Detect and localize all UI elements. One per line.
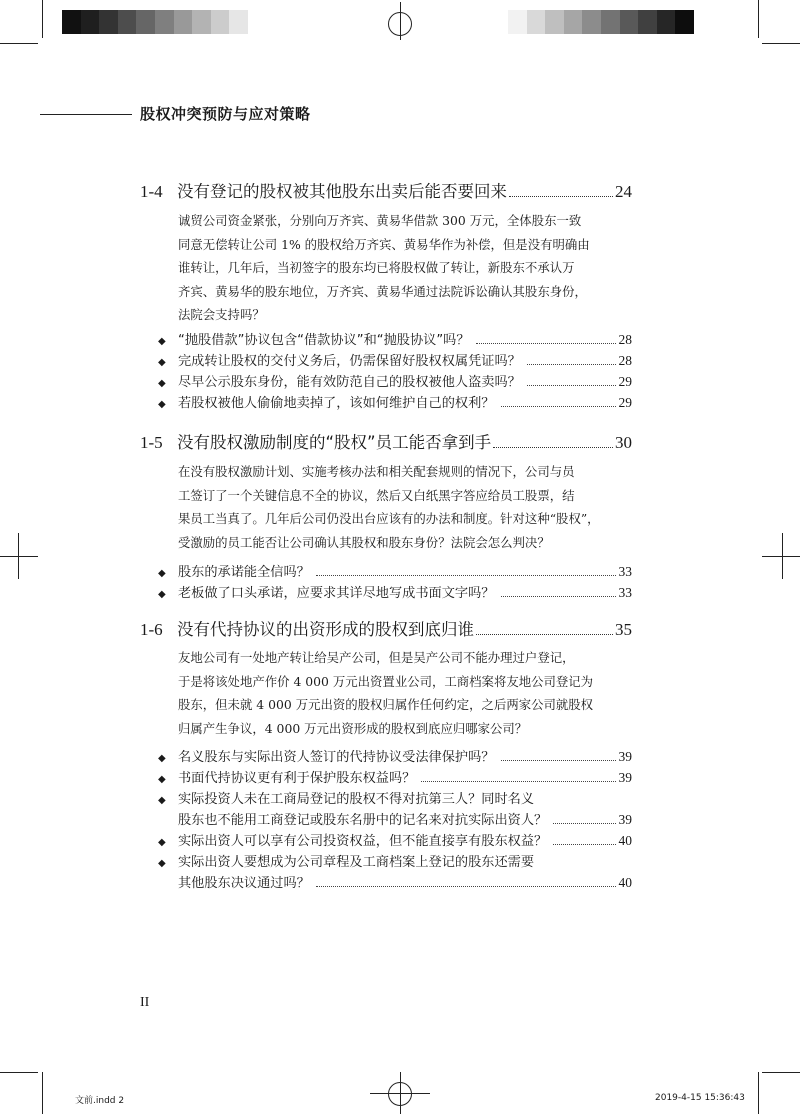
color-bar-left-swatch: [81, 10, 100, 34]
section-number: 1-6: [140, 620, 163, 639]
timestamp-slug: 2019-4-15 15:36:43: [655, 1093, 745, 1103]
color-bar-right-swatch: [564, 10, 583, 34]
question-page: 28: [618, 353, 632, 368]
running-head: 股权冲突预防与应对策略: [140, 105, 311, 123]
running-head-rule: [40, 114, 132, 115]
case-summary-1-4: [178, 209, 632, 327]
question-text: 实际出资人可以享有公司投资权益，但不能直接享有股东权益？: [178, 834, 548, 849]
section-title: 没有登记的股权被其他股东出卖后能否要回来: [177, 182, 507, 201]
question-text: 书面代持协议更有利于保护股东权益吗？: [178, 771, 416, 786]
color-bar-right-swatch: [675, 10, 694, 34]
question-text: 股东也不能用工商登记或股东名册中的记名来对抗实际出资人？: [178, 813, 548, 828]
question-page: 40: [618, 833, 632, 848]
question-list-1-5: [158, 561, 632, 603]
toc-question-continued[interactable]: [158, 809, 632, 830]
case-line: 法院会支持吗？: [178, 307, 265, 323]
diamond-bullet-icon: ◆: [158, 568, 166, 579]
toc-section-1-6[interactable]: [140, 616, 632, 640]
leader-dots: [553, 844, 615, 845]
color-bar-left-swatch: [118, 10, 137, 34]
case-summary-1-5: [178, 460, 632, 554]
color-bar-right-swatch: [657, 10, 676, 34]
section-page: 30: [615, 433, 632, 452]
case-line: 友地公司有一处地产转让给吴产公司，但是吴产公司不能办理过户登记，: [178, 650, 575, 665]
toc-question[interactable]: [158, 392, 632, 413]
question-text: 实际投资人未在工商局登记的股权不得对抗第三人？同时名义: [178, 792, 535, 807]
section-page: 35: [615, 620, 632, 639]
diamond-bullet-icon: ◆: [158, 795, 166, 806]
diamond-bullet-icon: ◆: [158, 378, 166, 389]
leader-dots: [501, 760, 616, 761]
color-bar-left-swatch: [174, 10, 193, 34]
leader-dots: [476, 634, 613, 635]
question-page: 39: [618, 770, 632, 785]
color-bar-left-swatch: [192, 10, 211, 34]
case-line: 谁转让，几年后，当初签字的股东均已将股权做了转让，新股东不承认万: [178, 260, 575, 276]
toc-question[interactable]: [158, 746, 632, 767]
diamond-bullet-icon: ◆: [158, 357, 166, 368]
case-line: 同意无偿转让公司 1% 的股权给万齐宾、黄易华作为补偿，但是没有明确由: [178, 236, 590, 252]
section-number: 1-5: [140, 433, 163, 452]
case-line: 归属产生争议，4 000 万元出资形成的股权到底应归哪家公司？: [178, 720, 528, 736]
question-page: 33: [618, 564, 632, 579]
color-bar-right-swatch: [638, 10, 657, 34]
question-text: 完成转让股权的交付义务后，仍需保留好股权权属凭证吗？: [178, 354, 521, 369]
question-page: 29: [618, 374, 632, 389]
section-number: 1-4: [140, 182, 163, 201]
section-title: 没有股权激励制度的“股权”员工能否拿到手: [177, 433, 492, 452]
question-list-1-6: [158, 746, 632, 893]
question-page: 40: [618, 875, 632, 890]
leader-dots: [421, 781, 615, 782]
case-line: 工签订了一个关键信息不全的协议，然后又白纸黑字答应给员工股票，结: [178, 487, 575, 503]
toc-question[interactable]: [158, 788, 632, 809]
leader-dots: [553, 823, 615, 824]
case-line: 齐宾、黄易华的股东地位，万齐宾、黄易华通过法院诉讼确认其股东身份，: [178, 283, 587, 299]
toc-question[interactable]: [158, 582, 632, 603]
toc-section-1-4[interactable]: [140, 178, 632, 202]
color-bar-left-swatch: [99, 10, 118, 34]
question-page: 39: [618, 749, 632, 764]
diamond-bullet-icon: ◆: [158, 336, 166, 347]
section-page: 24: [615, 182, 632, 201]
leader-dots: [501, 596, 616, 597]
case-line: 果员工当真了。几年后公司仍没出台应该有的办法和制度。针对这种“股权”，: [178, 511, 600, 527]
diamond-bullet-icon: ◆: [158, 858, 166, 869]
toc-question-continued[interactable]: [158, 872, 632, 893]
section-title: 没有代持协议的出资形成的股权到底归谁: [177, 620, 474, 639]
toc-question[interactable]: [158, 830, 632, 851]
color-bar-left-swatch: [62, 10, 81, 34]
case-line: 股东，但未就 4 000 万元出资的股权归属作任何约定，之后两家公司就股权: [178, 697, 594, 713]
color-bar-right-swatch: [620, 10, 639, 34]
case-line: 于是将该处地产作价 4 000 万元出资置业公司，工商档案将友地公司登记为: [178, 673, 594, 689]
question-page: 29: [618, 395, 632, 410]
color-bar-right-swatch: [582, 10, 601, 34]
toc-question[interactable]: [158, 350, 632, 371]
diamond-bullet-icon: ◆: [158, 774, 166, 785]
question-page: 33: [618, 585, 632, 600]
color-bar-right: [508, 10, 694, 34]
color-bar-left-swatch: [136, 10, 155, 34]
toc-question[interactable]: [158, 767, 632, 788]
leader-dots: [501, 406, 616, 407]
question-text: 尽早公示股东身份，能有效防范自己的股权被他人盗卖吗？: [178, 375, 521, 390]
toc-question[interactable]: [158, 851, 632, 872]
color-bar-right-swatch: [508, 10, 527, 34]
leader-dots: [476, 343, 616, 344]
page-number: II: [140, 995, 150, 1010]
toc-question[interactable]: [158, 371, 632, 392]
diamond-bullet-icon: ◆: [158, 399, 166, 410]
question-text: 老板做了口头承诺，应要求其详尽地写成书面文字吗？: [178, 586, 495, 601]
question-page: 28: [618, 332, 632, 347]
question-list-1-4: [158, 329, 632, 413]
diamond-bullet-icon: ◆: [158, 589, 166, 600]
leader-dots: [527, 385, 616, 386]
color-bar-right-swatch: [545, 10, 564, 34]
case-line: 受激励的员工能否让公司确认其股权和股东身份？法院会怎么判决？: [178, 534, 550, 550]
toc-section-1-5[interactable]: [140, 429, 632, 453]
leader-dots: [527, 364, 616, 365]
question-text: 名义股东与实际出资人签订的代持协议受法律保护吗？: [178, 750, 495, 765]
case-summary-1-6: [178, 646, 632, 740]
leader-dots: [493, 447, 613, 448]
case-line: 在没有股权激励计划、实施考核办法和相关配套规则的情况下，公司与员: [178, 464, 575, 479]
toc-question[interactable]: [158, 561, 632, 582]
color-bar-right-swatch: [601, 10, 620, 34]
question-page: 39: [618, 812, 632, 827]
question-text: 若股权被他人偷偷地卖掉了，该如何维护自己的权利？: [178, 396, 495, 411]
leader-dots: [316, 886, 616, 887]
toc-question[interactable]: [158, 329, 632, 350]
question-text: 其他股东决议通过吗？: [178, 876, 310, 891]
color-bar-left-swatch: [155, 10, 174, 34]
color-bar-left: [62, 10, 248, 34]
case-line: 诚贸公司资金紧张，分别向万齐宾、黄易华借款 300 万元，全体股东一致: [178, 213, 582, 228]
leader-dots: [316, 575, 616, 576]
diamond-bullet-icon: ◆: [158, 753, 166, 764]
question-text: “抛股借款”协议包含“借款协议”和“抛股协议”吗？: [178, 333, 470, 348]
question-text: 股东的承诺能全信吗？: [178, 565, 310, 580]
diamond-bullet-icon: ◆: [158, 837, 166, 848]
question-text: 实际出资人要想成为公司章程及工商档案上登记的股东还需要: [178, 855, 535, 870]
leader-dots: [509, 196, 613, 197]
color-bar-left-swatch: [211, 10, 230, 34]
color-bar-right-swatch: [527, 10, 546, 34]
color-bar-left-swatch: [229, 10, 248, 34]
file-slug: 文前.indd 2: [75, 1096, 125, 1106]
